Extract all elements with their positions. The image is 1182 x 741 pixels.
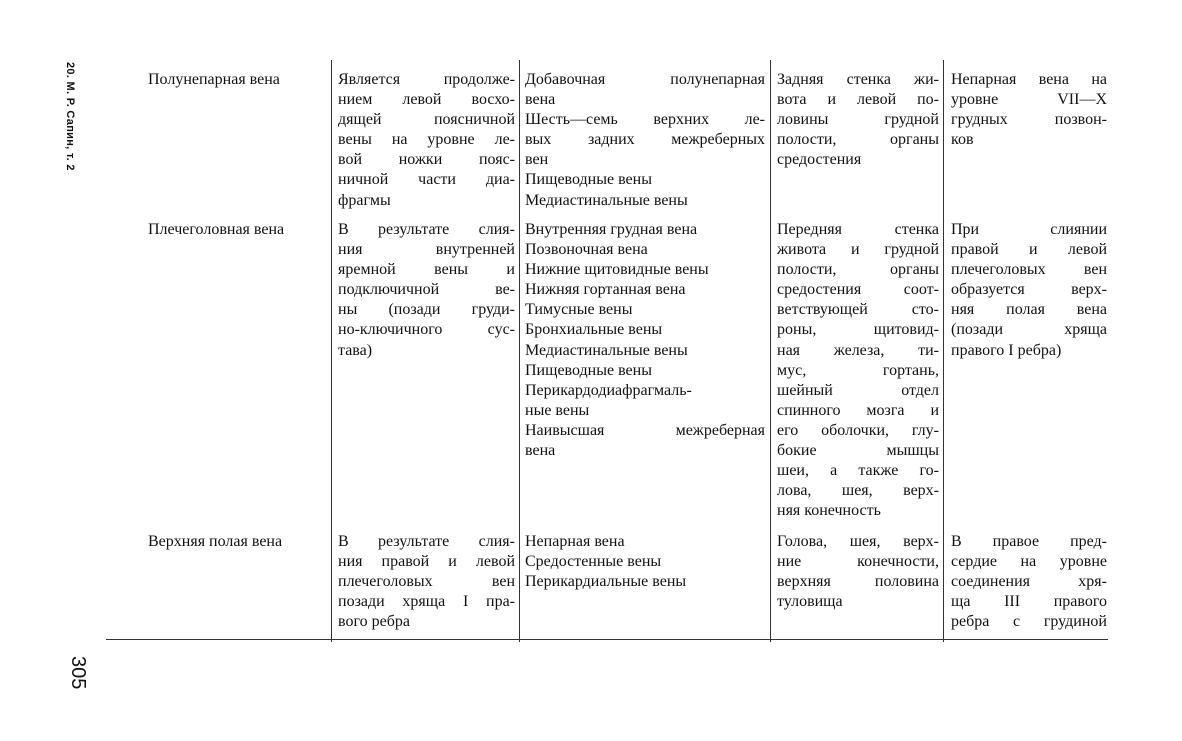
cell-text-line: вен bbox=[525, 151, 549, 169]
cell-text-line: Задняя стенка жи- bbox=[777, 71, 939, 88]
cell-text-line: Медиастинальные вены bbox=[525, 191, 688, 209]
formation-cell bbox=[338, 70, 515, 211]
column-divider bbox=[331, 60, 332, 642]
cell-text-line: (позади хряща bbox=[951, 321, 1107, 339]
cell-text-line: ния внутренней bbox=[338, 241, 515, 259]
running-header: 20. М. Р. Сапин, т. 2 bbox=[64, 62, 76, 171]
cell-text-line: вена bbox=[525, 442, 556, 460]
cell-text-line: правого I ребра) bbox=[951, 341, 1062, 359]
cell-text-line: Пищеводные вены bbox=[525, 171, 652, 189]
termination-cell bbox=[951, 70, 1107, 150]
cell-text-line: яремной вены и bbox=[338, 261, 515, 279]
cell-text-line: Позвоночная вена bbox=[525, 241, 648, 259]
cell-text-line: средостения bbox=[777, 151, 862, 169]
cell-text-line: В результате слия- bbox=[338, 533, 515, 550]
cell-text-line: вота и левой по- bbox=[777, 91, 939, 109]
cell-text-line: Наивысшая межреберная bbox=[525, 421, 765, 439]
cell-text-line: Верхняя полая вена bbox=[148, 533, 283, 550]
cell-text-line: бокие мышцы bbox=[777, 442, 939, 460]
column-divider bbox=[519, 60, 520, 642]
cell-text-line: ние конечности, bbox=[777, 553, 939, 571]
cell-text-line: Средостенные вены bbox=[525, 553, 662, 571]
cell-text-line: роны, щитовид- bbox=[777, 321, 939, 339]
cell-text-line: Является продолже- bbox=[338, 71, 515, 88]
vein-name-cell bbox=[148, 532, 328, 552]
cell-text-line: соединения хря- bbox=[951, 573, 1107, 591]
cell-text-line: Добавочная полунепарная bbox=[525, 71, 765, 88]
cell-text-line: правой и левой bbox=[951, 241, 1107, 259]
cell-text-line: плечеголовых вен bbox=[338, 573, 515, 591]
drainage-region-cell bbox=[777, 220, 939, 521]
cell-text-line: шейный отдел bbox=[777, 381, 939, 399]
cell-text-line: верхняя половина bbox=[777, 573, 939, 591]
cell-text-line: фрагмы bbox=[338, 191, 391, 209]
cell-text-line: Шесть—семь верхних ле- bbox=[525, 111, 765, 129]
cell-text-line: ные вены bbox=[525, 401, 590, 419]
vein-name-cell bbox=[148, 220, 328, 240]
cell-text-line: няя полая вена bbox=[951, 301, 1107, 319]
cell-text-line: В правое пред- bbox=[951, 533, 1107, 550]
cell-text-line: При слиянии bbox=[951, 221, 1107, 238]
cell-text-line: грудных позвон- bbox=[951, 111, 1107, 129]
page-number: 305 bbox=[67, 656, 89, 690]
cell-text-line: Перикардодиафрагмаль- bbox=[525, 381, 692, 399]
cell-text-line: полости, органы bbox=[777, 131, 939, 149]
cell-text-line: подключичной ве- bbox=[338, 281, 515, 299]
cell-text-line: ная железа, ти- bbox=[777, 341, 939, 359]
cell-text-line: туловища bbox=[777, 593, 843, 611]
cell-text-line: позади хряща I пра- bbox=[338, 593, 515, 611]
drainage-region-cell bbox=[777, 532, 939, 612]
cell-text-line: его оболочки, глу- bbox=[777, 421, 939, 439]
termination-cell bbox=[951, 220, 1107, 361]
cell-text-line: вого ребра bbox=[338, 613, 410, 631]
cell-text-line: Голова, шея, верх- bbox=[777, 533, 939, 550]
cell-text-line: вены на уровне ле- bbox=[338, 131, 515, 149]
cell-text-line: живота и грудной bbox=[777, 241, 939, 259]
tributaries-cell bbox=[525, 70, 765, 211]
cell-text-line: дящей поясничной bbox=[338, 111, 515, 129]
cell-text-line: тава) bbox=[338, 341, 373, 359]
drainage-region-cell bbox=[777, 70, 939, 170]
cell-text-line: Плечеголовная вена bbox=[148, 221, 285, 238]
formation-cell bbox=[338, 220, 515, 361]
cell-text-line: средостения соот- bbox=[777, 281, 939, 299]
cell-text-line: плечеголовых вен bbox=[951, 261, 1107, 279]
cell-text-line: Непарная вена bbox=[525, 533, 625, 550]
cell-text-line: вых задних межреберных bbox=[525, 131, 765, 149]
cell-text-line: уровне VII—X bbox=[951, 91, 1107, 109]
cell-text-line: Нижние щитовидные вены bbox=[525, 261, 709, 279]
cell-text-line: Непарная вена на bbox=[951, 71, 1107, 88]
cell-text-line: шеи, а также го- bbox=[777, 462, 939, 480]
cell-text-line: сердие на уровне bbox=[951, 553, 1107, 571]
cell-text-line: Тимусные вены bbox=[525, 301, 633, 319]
cell-text-line: Пищеводные вены bbox=[525, 361, 652, 379]
cell-text-line: Полунепарная вена bbox=[148, 71, 280, 88]
cell-text-line: ловины грудной bbox=[777, 111, 939, 129]
cell-text-line: полости, органы bbox=[777, 261, 939, 279]
cell-text-line: ков bbox=[951, 131, 974, 149]
cell-text-line: спинного мозга и bbox=[777, 401, 939, 419]
cell-text-line: нием левой восхо- bbox=[338, 91, 515, 109]
tributaries-cell bbox=[525, 220, 765, 461]
cell-text-line: вой ножки пояс- bbox=[338, 151, 515, 169]
cell-text-line: но-ключичного сус- bbox=[338, 321, 515, 339]
cell-text-line: Перикардиальные вены bbox=[525, 573, 687, 591]
cell-text-line: ветствующей сто- bbox=[777, 301, 939, 319]
tributaries-cell bbox=[525, 532, 765, 592]
cell-text-line: ния правой и левой bbox=[338, 553, 515, 571]
column-divider bbox=[943, 60, 944, 642]
cell-text-line: няя конечность bbox=[777, 502, 881, 520]
cell-text-line: лова, шея, верх- bbox=[777, 482, 939, 500]
table-bottom-rule bbox=[106, 639, 1108, 640]
cell-text-line: ща III правого bbox=[951, 593, 1107, 611]
termination-cell bbox=[951, 532, 1107, 632]
cell-text-line: Медиастинальные вены bbox=[525, 341, 688, 359]
cell-text-line: Бронхиальные вены bbox=[525, 321, 663, 339]
cell-text-line: образуется верх- bbox=[951, 281, 1107, 299]
cell-text-line: ребра с грудиной bbox=[951, 613, 1107, 631]
cell-text-line: Нижняя гортанная вена bbox=[525, 281, 686, 299]
vein-name-cell bbox=[148, 70, 328, 90]
cell-text-line: ничной части диа- bbox=[338, 171, 515, 189]
cell-text-line: вена bbox=[525, 91, 556, 109]
cell-text-line: Передняя стенка bbox=[777, 221, 939, 238]
formation-cell bbox=[338, 532, 515, 632]
column-divider bbox=[770, 60, 771, 642]
cell-text-line: Внутренняя грудная вена bbox=[525, 221, 698, 238]
cell-text-line: ны (позади груди- bbox=[338, 301, 515, 319]
cell-text-line: мус, гортань, bbox=[777, 361, 939, 379]
cell-text-line: В результате слия- bbox=[338, 221, 515, 238]
